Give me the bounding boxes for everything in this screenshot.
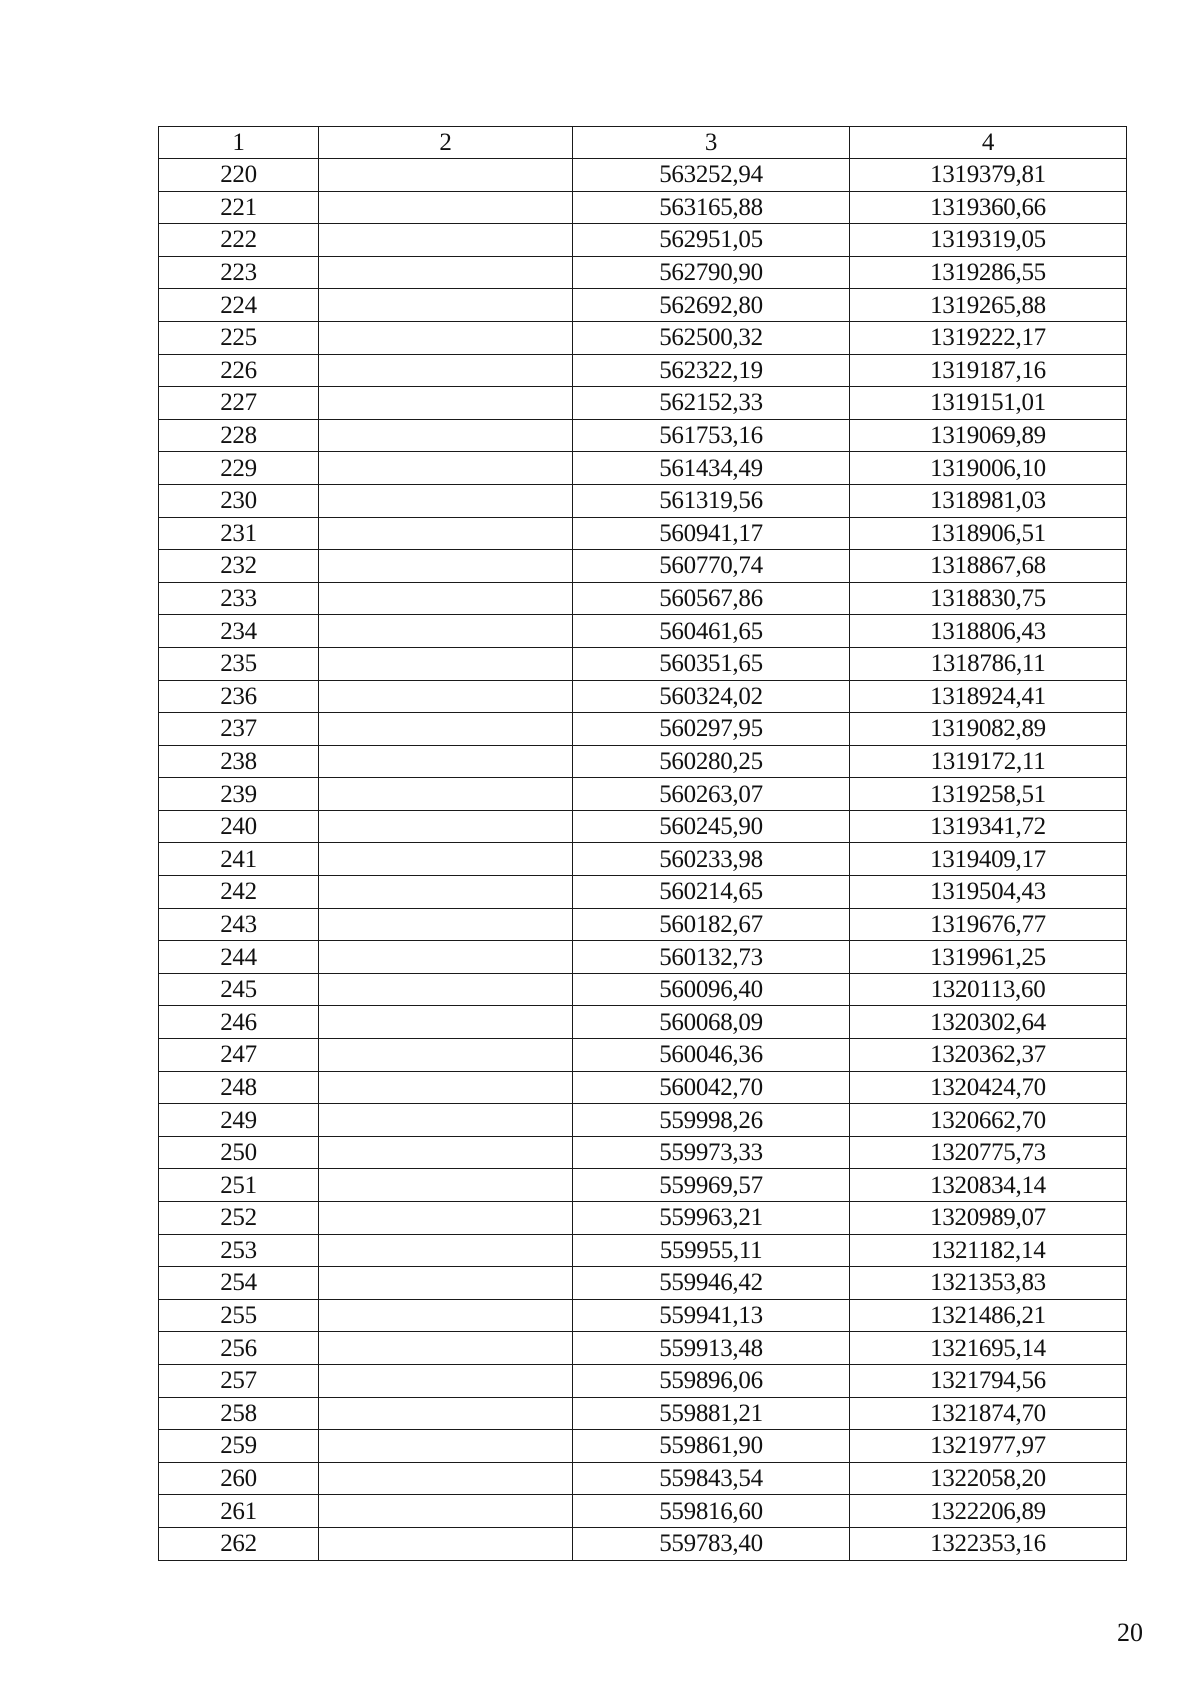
table-row	[159, 159, 1127, 192]
column-2-cell	[319, 1169, 573, 1202]
coordinate-x-cell: 561434,49	[573, 452, 850, 485]
table-row	[159, 289, 1127, 322]
coordinate-x-cell: 560324,02	[573, 680, 850, 713]
coordinate-x-cell: 559969,57	[573, 1169, 850, 1202]
coordinate-x-cell: 560214,65	[573, 876, 850, 909]
column-2-cell	[319, 1136, 573, 1169]
point-number-cell: 246	[159, 1006, 319, 1039]
table-row	[159, 1364, 1127, 1397]
coordinate-y-cell: 1321353,83	[850, 1267, 1127, 1300]
point-number-cell: 256	[159, 1332, 319, 1365]
point-number-cell: 251	[159, 1169, 319, 1202]
coordinate-y-cell: 1319360,66	[850, 191, 1127, 224]
column-2-cell	[319, 1202, 573, 1235]
coordinate-y-cell: 1321874,70	[850, 1397, 1127, 1430]
table-header	[159, 127, 1127, 159]
point-number-cell: 243	[159, 908, 319, 941]
column-2-cell	[319, 1267, 573, 1300]
coordinate-x-cell: 559973,33	[573, 1136, 850, 1169]
table-row	[159, 484, 1127, 517]
column-2-cell	[319, 647, 573, 680]
column-2-cell	[319, 517, 573, 550]
coordinate-y-cell: 1319172,11	[850, 745, 1127, 778]
coordinate-y-cell: 1320834,14	[850, 1169, 1127, 1202]
coordinate-y-cell: 1322058,20	[850, 1462, 1127, 1495]
column-2-cell	[319, 941, 573, 974]
column-2-cell	[319, 680, 573, 713]
coordinate-y-cell: 1318786,11	[850, 647, 1127, 680]
coordinate-y-cell: 1319187,16	[850, 354, 1127, 387]
point-number-cell: 235	[159, 647, 319, 680]
table-row	[159, 680, 1127, 713]
table-row	[159, 615, 1127, 648]
point-number-cell: 237	[159, 713, 319, 746]
column-2-cell	[319, 1527, 573, 1560]
coordinate-x-cell: 560068,09	[573, 1006, 850, 1039]
coordinate-y-cell: 1319222,17	[850, 321, 1127, 354]
column-2-cell	[319, 843, 573, 876]
point-number-cell: 245	[159, 973, 319, 1006]
coordinate-y-cell: 1321182,14	[850, 1234, 1127, 1267]
column-2-cell	[319, 582, 573, 615]
coordinate-x-cell: 560941,17	[573, 517, 850, 550]
table-row	[159, 1006, 1127, 1039]
column-2-cell	[319, 1071, 573, 1104]
coordinate-y-cell: 1319265,88	[850, 289, 1127, 322]
table-row	[159, 1136, 1127, 1169]
table-row	[159, 941, 1127, 974]
column-header-1: 1	[159, 127, 319, 159]
table-row	[159, 224, 1127, 257]
point-number-cell: 259	[159, 1430, 319, 1463]
column-2-cell	[319, 387, 573, 420]
coordinate-x-cell: 560233,98	[573, 843, 850, 876]
coordinate-x-cell: 562790,90	[573, 256, 850, 289]
column-2-cell	[319, 354, 573, 387]
coordinate-x-cell: 560280,25	[573, 745, 850, 778]
table-row	[159, 419, 1127, 452]
column-2-cell	[319, 321, 573, 354]
point-number-cell: 239	[159, 778, 319, 811]
table-row	[159, 1495, 1127, 1528]
table-row	[159, 1169, 1127, 1202]
coordinate-x-cell: 559843,54	[573, 1462, 850, 1495]
coordinate-x-cell: 563165,88	[573, 191, 850, 224]
coordinate-x-cell: 560046,36	[573, 1039, 850, 1072]
column-header-3: 3	[573, 127, 850, 159]
point-number-cell: 238	[159, 745, 319, 778]
column-2-cell	[319, 256, 573, 289]
coordinate-y-cell: 1318924,41	[850, 680, 1127, 713]
coordinate-y-cell: 1320362,37	[850, 1039, 1127, 1072]
point-number-cell: 250	[159, 1136, 319, 1169]
point-number-cell: 241	[159, 843, 319, 876]
column-2-cell	[319, 484, 573, 517]
table-row	[159, 778, 1127, 811]
point-number-cell: 234	[159, 615, 319, 648]
point-number-cell: 262	[159, 1527, 319, 1560]
column-2-cell	[319, 1039, 573, 1072]
coordinate-y-cell: 1322206,89	[850, 1495, 1127, 1528]
column-2-cell	[319, 224, 573, 257]
coordinate-y-cell: 1319082,89	[850, 713, 1127, 746]
coordinate-y-cell: 1319069,89	[850, 419, 1127, 452]
column-2-cell	[319, 713, 573, 746]
coordinate-y-cell: 1320989,07	[850, 1202, 1127, 1235]
coordinate-y-cell: 1319409,17	[850, 843, 1127, 876]
column-2-cell	[319, 615, 573, 648]
point-number-cell: 253	[159, 1234, 319, 1267]
table-row	[159, 713, 1127, 746]
coordinate-x-cell: 562692,80	[573, 289, 850, 322]
coordinate-y-cell: 1321977,97	[850, 1430, 1127, 1463]
column-2-cell	[319, 452, 573, 485]
coordinate-y-cell: 1319258,51	[850, 778, 1127, 811]
coordinate-x-cell: 562322,19	[573, 354, 850, 387]
coordinate-x-cell: 560132,73	[573, 941, 850, 974]
coordinate-y-cell: 1319676,77	[850, 908, 1127, 941]
column-2-cell	[319, 419, 573, 452]
point-number-cell: 221	[159, 191, 319, 224]
point-number-cell: 261	[159, 1495, 319, 1528]
point-number-cell: 244	[159, 941, 319, 974]
coordinate-x-cell: 559963,21	[573, 1202, 850, 1235]
table-row	[159, 843, 1127, 876]
column-2-cell	[319, 908, 573, 941]
table-row	[159, 1071, 1127, 1104]
table-row	[159, 1234, 1127, 1267]
column-2-cell	[319, 550, 573, 583]
coordinate-y-cell: 1318830,75	[850, 582, 1127, 615]
coordinate-x-cell: 563252,94	[573, 159, 850, 192]
table-row	[159, 191, 1127, 224]
coordinate-x-cell: 560182,67	[573, 908, 850, 941]
coordinate-y-cell: 1318867,68	[850, 550, 1127, 583]
table-row	[159, 517, 1127, 550]
coordinate-y-cell: 1319961,25	[850, 941, 1127, 974]
coordinate-x-cell: 559783,40	[573, 1527, 850, 1560]
coordinate-x-cell: 560245,90	[573, 810, 850, 843]
table-body	[159, 159, 1127, 1561]
column-2-cell	[319, 1397, 573, 1430]
coordinate-x-cell: 559861,90	[573, 1430, 850, 1463]
table-row	[159, 745, 1127, 778]
point-number-cell: 236	[159, 680, 319, 713]
table-row	[159, 1039, 1127, 1072]
column-2-cell	[319, 1364, 573, 1397]
table-row	[159, 1397, 1127, 1430]
point-number-cell: 230	[159, 484, 319, 517]
point-number-cell: 224	[159, 289, 319, 322]
point-number-cell: 226	[159, 354, 319, 387]
coordinate-y-cell: 1320113,60	[850, 973, 1127, 1006]
table-row	[159, 321, 1127, 354]
coordinate-x-cell: 560297,95	[573, 713, 850, 746]
column-2-cell	[319, 778, 573, 811]
point-number-cell: 231	[159, 517, 319, 550]
coordinate-y-cell: 1318806,43	[850, 615, 1127, 648]
coordinate-x-cell: 559816,60	[573, 1495, 850, 1528]
coordinate-y-cell: 1320424,70	[850, 1071, 1127, 1104]
coordinate-y-cell: 1318906,51	[850, 517, 1127, 550]
column-2-cell	[319, 1006, 573, 1039]
column-2-cell	[319, 191, 573, 224]
coordinate-y-cell: 1318981,03	[850, 484, 1127, 517]
table-row	[159, 354, 1127, 387]
point-number-cell: 247	[159, 1039, 319, 1072]
point-number-cell: 232	[159, 550, 319, 583]
point-number-cell: 223	[159, 256, 319, 289]
point-number-cell: 225	[159, 321, 319, 354]
coordinate-y-cell: 1320775,73	[850, 1136, 1127, 1169]
coordinate-y-cell: 1319319,05	[850, 224, 1127, 257]
coordinate-x-cell: 562951,05	[573, 224, 850, 257]
point-number-cell: 255	[159, 1299, 319, 1332]
point-number-cell: 252	[159, 1202, 319, 1235]
column-2-cell	[319, 1495, 573, 1528]
coordinate-x-cell: 560042,70	[573, 1071, 850, 1104]
coordinate-x-cell: 559896,06	[573, 1364, 850, 1397]
table-row	[159, 908, 1127, 941]
coordinate-y-cell: 1319151,01	[850, 387, 1127, 420]
table-row	[159, 1430, 1127, 1463]
coordinate-y-cell: 1319006,10	[850, 452, 1127, 485]
coordinate-x-cell: 561753,16	[573, 419, 850, 452]
coordinate-x-cell: 559881,21	[573, 1397, 850, 1430]
coordinate-x-cell: 560351,65	[573, 647, 850, 680]
table-row	[159, 876, 1127, 909]
point-number-cell: 242	[159, 876, 319, 909]
coordinate-x-cell: 559955,11	[573, 1234, 850, 1267]
coordinate-y-cell: 1319341,72	[850, 810, 1127, 843]
point-number-cell: 258	[159, 1397, 319, 1430]
point-number-cell: 240	[159, 810, 319, 843]
point-number-cell: 227	[159, 387, 319, 420]
point-number-cell: 248	[159, 1071, 319, 1104]
column-header-4: 4	[850, 127, 1127, 159]
coordinate-y-cell: 1321695,14	[850, 1332, 1127, 1365]
column-header-2: 2	[319, 127, 573, 159]
column-2-cell	[319, 1104, 573, 1137]
point-number-cell: 228	[159, 419, 319, 452]
table-row	[159, 387, 1127, 420]
coordinate-x-cell: 562500,32	[573, 321, 850, 354]
coordinate-y-cell: 1319286,55	[850, 256, 1127, 289]
coordinate-x-cell: 559998,26	[573, 1104, 850, 1137]
table-row	[159, 1202, 1127, 1235]
table-row	[159, 810, 1127, 843]
coordinate-y-cell: 1321794,56	[850, 1364, 1127, 1397]
column-2-cell	[319, 973, 573, 1006]
coordinate-y-cell: 1319379,81	[850, 159, 1127, 192]
coordinates-table	[158, 126, 1127, 1561]
header-row	[159, 127, 1127, 159]
coordinate-x-cell: 559913,48	[573, 1332, 850, 1365]
coordinate-x-cell: 560263,07	[573, 778, 850, 811]
point-number-cell: 257	[159, 1364, 319, 1397]
point-number-cell: 222	[159, 224, 319, 257]
table-row	[159, 647, 1127, 680]
column-2-cell	[319, 1234, 573, 1267]
point-number-cell: 233	[159, 582, 319, 615]
coordinate-x-cell: 560096,40	[573, 973, 850, 1006]
table-row	[159, 550, 1127, 583]
coordinate-x-cell: 560461,65	[573, 615, 850, 648]
coordinate-x-cell: 559946,42	[573, 1267, 850, 1300]
coordinate-x-cell: 560567,86	[573, 582, 850, 615]
coordinate-y-cell: 1321486,21	[850, 1299, 1127, 1332]
column-2-cell	[319, 159, 573, 192]
column-2-cell	[319, 876, 573, 909]
table-row	[159, 1104, 1127, 1137]
point-number-cell: 229	[159, 452, 319, 485]
table-row	[159, 973, 1127, 1006]
column-2-cell	[319, 745, 573, 778]
column-2-cell	[319, 1430, 573, 1463]
coordinate-y-cell: 1322353,16	[850, 1527, 1127, 1560]
table-row	[159, 1462, 1127, 1495]
table-row	[159, 1332, 1127, 1365]
coordinate-x-cell: 560770,74	[573, 550, 850, 583]
column-2-cell	[319, 1332, 573, 1365]
table-row	[159, 582, 1127, 615]
table-row	[159, 1267, 1127, 1300]
table-row	[159, 1299, 1127, 1332]
point-number-cell: 220	[159, 159, 319, 192]
point-number-cell: 249	[159, 1104, 319, 1137]
coordinate-y-cell: 1320302,64	[850, 1006, 1127, 1039]
point-number-cell: 260	[159, 1462, 319, 1495]
column-2-cell	[319, 810, 573, 843]
column-2-cell	[319, 1462, 573, 1495]
column-2-cell	[319, 1299, 573, 1332]
point-number-cell: 254	[159, 1267, 319, 1300]
coordinate-x-cell: 561319,56	[573, 484, 850, 517]
table-row	[159, 452, 1127, 485]
page-number: 20	[1117, 1618, 1143, 1647]
coordinate-y-cell: 1319504,43	[850, 876, 1127, 909]
column-2-cell	[319, 289, 573, 322]
table-row	[159, 256, 1127, 289]
table-row	[159, 1527, 1127, 1560]
coordinate-y-cell: 1320662,70	[850, 1104, 1127, 1137]
coordinate-x-cell: 562152,33	[573, 387, 850, 420]
coordinate-x-cell: 559941,13	[573, 1299, 850, 1332]
